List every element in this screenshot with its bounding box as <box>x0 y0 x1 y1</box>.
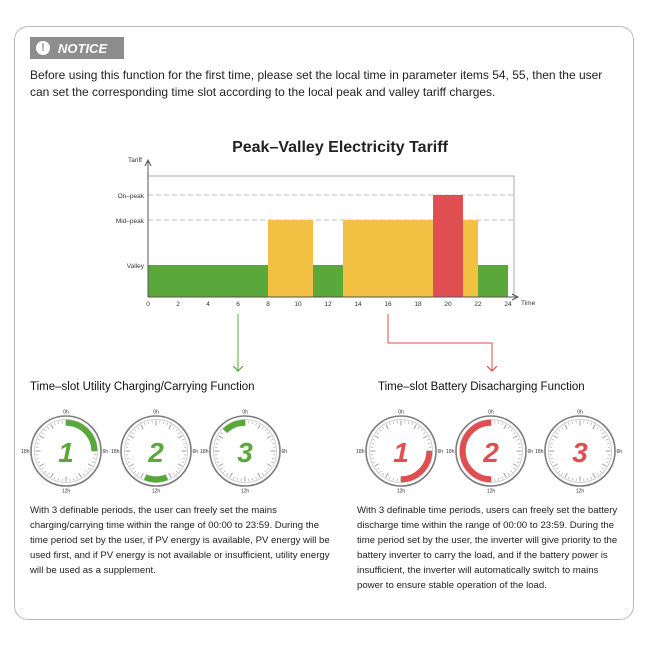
clock-label-top: 0h <box>242 409 248 416</box>
clock-label-right: 6h <box>281 449 288 455</box>
clock-active-arc <box>145 477 167 479</box>
clock-number: 2 <box>148 437 164 468</box>
clock-number: 1 <box>393 437 409 468</box>
x-tick-label: 4 <box>206 301 210 308</box>
x-tick-label: 10 <box>294 301 302 308</box>
notice-text: Before using this function for the first time, please set the local time in parameter items 54, 55, then the user can set the corresponding time slot according to the local peak and valley tariff charges. <box>30 68 603 99</box>
clock-dial <box>200 410 287 495</box>
clock-label-right: 6h <box>616 449 623 455</box>
clock-label-right: 6h <box>192 449 199 455</box>
clock-label-left: 18h <box>446 449 455 455</box>
clock-label-bottom: 12h <box>486 488 496 495</box>
clock-label-top: 0h <box>488 409 494 416</box>
right-section-title: Time–slot Battery Disacharging Function <box>378 381 585 393</box>
chart-plot <box>116 157 536 308</box>
clock-label-left: 18h <box>356 449 365 455</box>
clock-label-bottom: 12h <box>575 488 585 495</box>
clock-label-left: 18h <box>535 449 544 455</box>
tariff-bar <box>268 220 313 297</box>
tariff-bar <box>148 265 268 297</box>
clock-number: 2 <box>483 437 499 468</box>
exclamation-icon: ! <box>36 41 50 55</box>
red-arrow <box>388 314 492 371</box>
x-tick-label: 2 <box>176 301 180 308</box>
x-tick-label: 6 <box>236 301 240 308</box>
tariff-bar <box>433 195 463 297</box>
right-section-text: With 3 definable time periods, users can freely set the battery discharge time within the range of 00:00 to 23:59. During the time period set by the user, the inverter will give priority to the battery inverter to carry the load, and if the battery power is insufficient, the inverter will automatically switch to mains power to ensure stable operation of the load. <box>357 505 618 591</box>
left-section-title: Time–slot Utility Charging/Carrying Function <box>30 381 255 393</box>
clock-dial <box>111 410 198 495</box>
clock-label-bottom: 12h <box>151 488 161 495</box>
x-tick-label: 24 <box>504 301 512 308</box>
clock-label-top: 0h <box>63 409 69 416</box>
x-tick-label: 20 <box>444 301 452 308</box>
x-tick-label: 16 <box>384 301 392 308</box>
chart-title: Peak–Valley Electricity Tariff <box>232 139 448 156</box>
clock-label-right: 6h <box>102 449 109 455</box>
clock-label-right: 6h <box>527 449 534 455</box>
y-level-label: On–peak <box>117 193 144 200</box>
y-level-label: Mid–peak <box>115 218 144 225</box>
connector-arrows <box>238 314 492 371</box>
clock-number: 3 <box>237 437 253 468</box>
clock-label-left: 18h <box>21 449 30 455</box>
clock-groups <box>21 410 622 495</box>
x-tick-label: 18 <box>414 301 422 308</box>
tariff-bar <box>313 265 343 297</box>
y-axis-label: Tariff <box>128 157 142 164</box>
clock-label-bottom: 12h <box>240 488 250 495</box>
clock-label-left: 18h <box>200 449 209 455</box>
y-level-label: Valley <box>126 263 144 270</box>
clock-dial <box>446 410 533 495</box>
x-tick-label: 8 <box>266 301 270 308</box>
clock-label-left: 18h <box>111 449 120 455</box>
clock-label-top: 0h <box>398 409 404 416</box>
clock-label-top: 0h <box>577 409 583 416</box>
clock-label-right: 6h <box>437 449 444 455</box>
clock-dial <box>535 410 622 495</box>
tariff-bar <box>478 265 508 297</box>
x-tick-label: 22 <box>474 301 482 308</box>
tariff-bar <box>343 220 433 297</box>
x-axis-label: Time <box>521 300 536 307</box>
left-section-text: With 3 definable periods, the user can freely set the mains charging/carrying time within the range of 00:00 to 23:59. During the time period set by the user, if PV energy is available, PV energy will be used first, and if PV energy is not available or insufficient, utility energy will be used as a supplement. <box>30 505 330 576</box>
clock-dial <box>356 410 443 495</box>
x-tick-label: 0 <box>146 301 150 308</box>
clock-number: 1 <box>58 437 74 468</box>
x-tick-label: 12 <box>324 301 332 308</box>
clock-label-bottom: 12h <box>396 488 406 495</box>
tariff-bar <box>463 220 478 297</box>
clock-dial <box>21 410 108 495</box>
clock-label-top: 0h <box>153 409 159 416</box>
clock-number: 3 <box>572 437 588 468</box>
x-tick-label: 14 <box>354 301 362 308</box>
clock-label-bottom: 12h <box>61 488 71 495</box>
notice-label: NOTICE <box>58 40 108 56</box>
